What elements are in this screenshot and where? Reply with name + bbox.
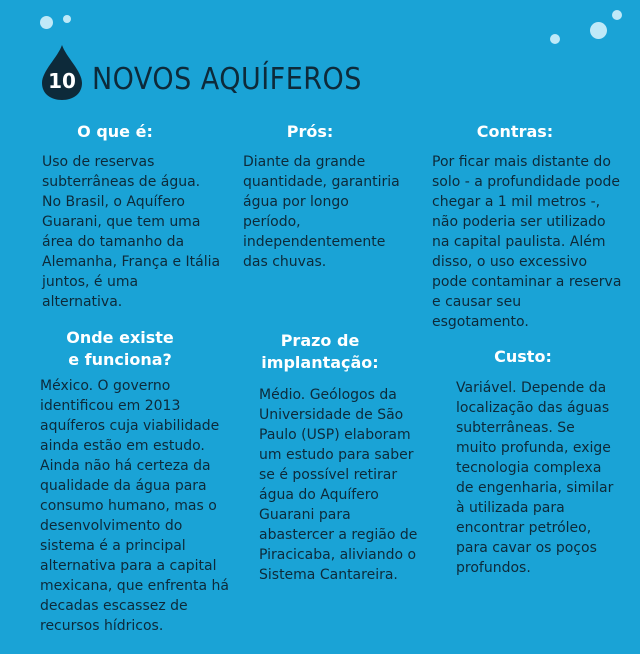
- heading-onde-line1: Onde existe: [66, 328, 174, 347]
- bubble-decoration: [63, 15, 71, 23]
- heading-custo: Custo:: [494, 347, 552, 366]
- page-title: NOVOS AQUÍFEROS: [92, 61, 362, 97]
- section-number: 10: [48, 69, 76, 93]
- bubble-decoration: [590, 22, 607, 39]
- heading-onde-line2: e funciona?: [68, 350, 172, 369]
- text-onde-existe: México. O governo identificou em 2013 aquíferos cuja viabilidade ainda estão em estudo. Ainda não há certeza da qualidade da água para consumo humano, mas o desenvolvimento do sistema é a principal alternativa para a capital mexicana, que enfrenta há decadas escassez de recursos hídricos.: [40, 378, 229, 634]
- heading-onde-existe: [25, 327, 215, 371]
- heading-contras: Contras:: [476, 122, 554, 141]
- text-pros: Diante da grande quantidade, garantiria água por longo período, independentemente das chuvas.: [243, 154, 400, 270]
- bubble-decoration: [550, 34, 560, 44]
- heading-prazo: [235, 330, 405, 374]
- text-o-que-e: Uso de reservas subterrâneas de água. No Brasil, o Aquífero Guarani, que tem uma área do tamanho da Alemanha, França e Itália juntos, é uma alternativa.: [42, 154, 221, 310]
- bubble-decoration: [40, 16, 53, 29]
- heading-prazo-line2: implantação:: [261, 353, 379, 372]
- text-custo: Variável. Depende da localização das águas subterrâneas. Se muito profunda, exige tecnologia complexa de engenharia, similar à utilizada para encontrar petróleo, para cavar os poços profundos.: [456, 380, 614, 576]
- heading-pros: Prós:: [286, 122, 334, 141]
- page-header: [40, 42, 362, 102]
- text-prazo: Médio. Geólogos da Universidade de São Paulo (USP) elaboram um estudo para saber se é possível retirar água do Aquífero Guarani para abastercer a região de Piracicaba, aliviando o Sistema Cantareira.: [259, 387, 418, 583]
- text-contras: Por ficar mais distante do solo - a profundidade pode chegar a 1 mil metros -, não poderia ser utilizado na capital paulista. Além disso, o uso excessivo pode contaminar a reserva e causar seu esgotamento.: [432, 154, 622, 330]
- heading-o-que-e: O que é:: [77, 122, 153, 141]
- bubble-decoration: [612, 10, 622, 20]
- heading-prazo-line1: Prazo de: [280, 331, 360, 350]
- water-drop-icon: [40, 43, 84, 101]
